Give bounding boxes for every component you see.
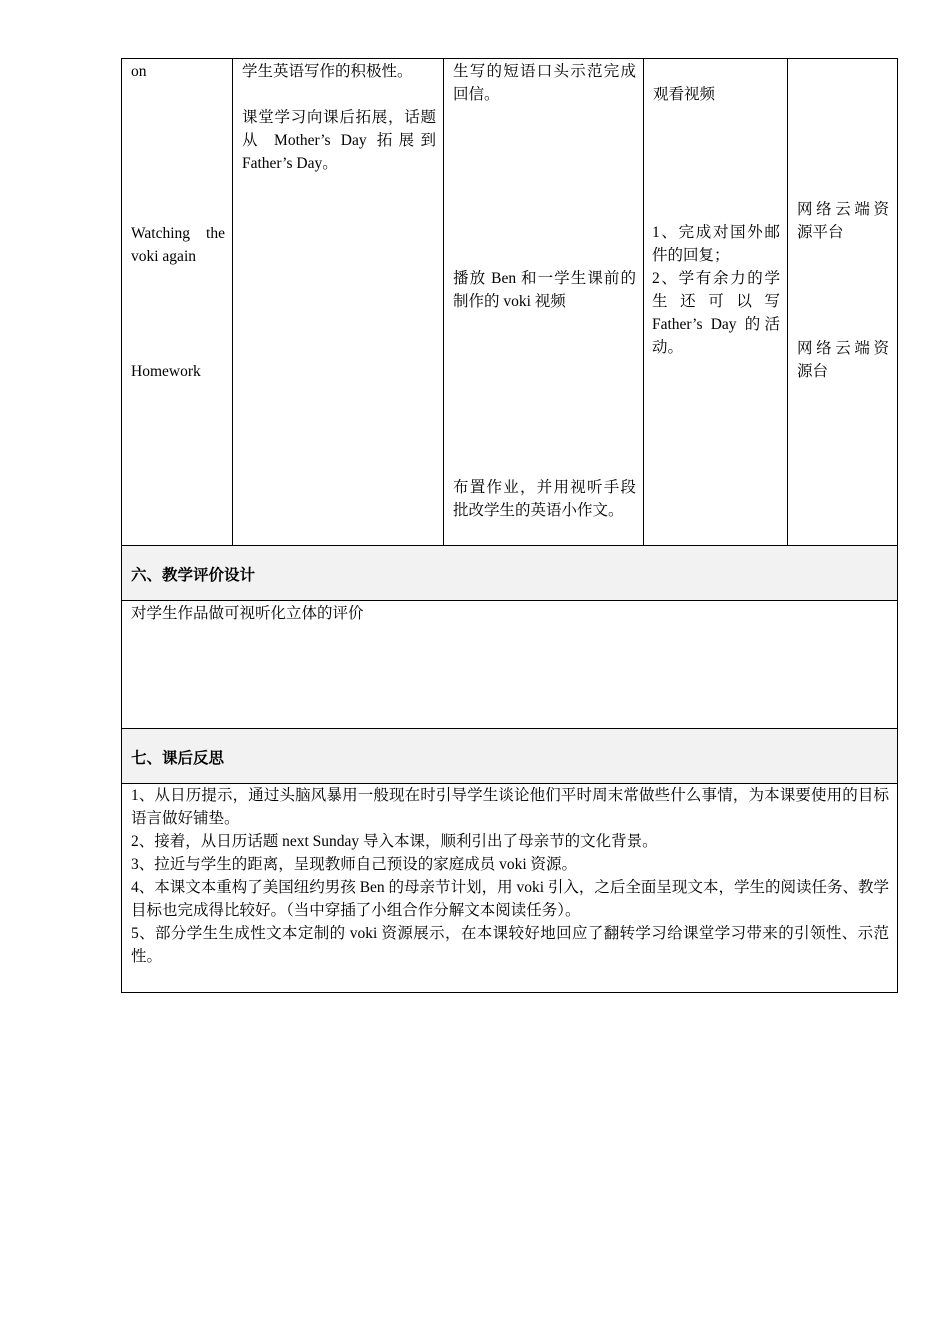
reflection-item: 2、接着，从日历话题 next Sunday 导入本课，顺利引出了母亲节的文化背景。 [131,833,658,850]
reflection-item: 1、从日历提示，通过头脑风暴用一般现在时引导学生谈论他们平时周末常做些什么事情，为本课要使用的目标语言做好铺垫。 [131,787,889,827]
resource-column-cell [788,59,898,546]
step-column-cell [122,59,233,546]
teacher-activity-2: 播放 Ben 和一学生课前的制作的 voki 视频 [453,270,636,310]
student-activity-3: 2、学有余力的学生还可以写 Father’s Day 的活动。 [652,270,780,356]
resource-text-2: 网络云端资源台 [797,340,889,380]
teacher-activity-cell [444,59,644,546]
step-label-homework: Homework [131,363,201,380]
lesson-plan-document [121,58,897,993]
teacher-activity-3: 布置作业，并用视听手段批改学生的英语小作文。 [453,479,636,519]
purpose-text-2: 课堂学习向课后拓展，话题从 Mother’s Day 拓展到 Father’s Day。 [242,109,436,172]
student-activity-cell [644,59,788,546]
purpose-text-1: 学生英语写作的积极性。 [242,63,413,80]
section-six-body: 对学生作品做可视听化立体的评价 [131,605,364,622]
teacher-activity-1: 生写的短语口头示范完成回信。 [453,63,636,103]
section-seven-heading: 七、课后反思 [131,750,225,767]
resource-text-1: 网络云端资源平台 [797,201,889,241]
step-label-on: on [131,63,147,80]
student-activity-2: 1、完成对国外邮件的回复； [652,224,780,264]
purpose-column-cell [233,59,444,546]
lesson-plan-table [121,58,898,993]
section-six-heading-cell [122,546,898,601]
section-seven-heading-cell [122,729,898,784]
section-six-body-cell [122,601,898,729]
section-seven-body-cell [122,784,898,993]
reflection-item: 5、部分学生生成性文本定制的 voki 资源展示，在本课较好地回应了翻转学习给课堂学习带来的引领性、示范性。 [131,925,889,965]
reflection-item: 3、拉近与学生的距离，呈现教师自己预设的家庭成员 voki 资源。 [131,856,578,873]
student-activity-1: 观看视频 [653,86,716,103]
step-label-watching: Watching the voki again [131,225,225,265]
activity-row [122,59,898,546]
reflection-item: 4、本课文本重构了美国纽约男孩 Ben 的母亲节计划，用 voki 引入，之后全面呈现文本，学生的阅读任务、教学目标也完成得比较好。（当中穿插了小组合作分解文本阅读任务）。 [131,879,889,919]
section-six-heading: 六、教学评价设计 [131,567,256,584]
